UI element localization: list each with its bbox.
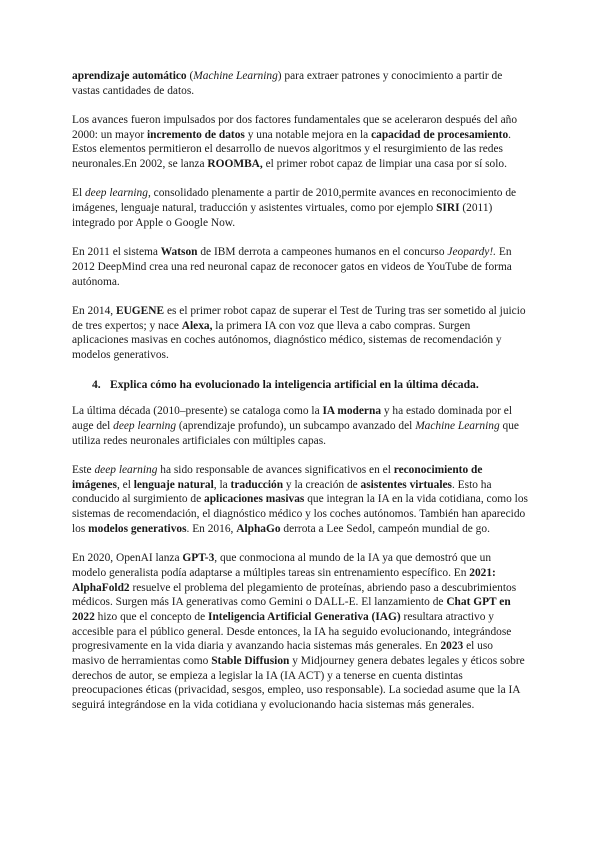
paragraph-8 [72,551,528,713]
heading-number: 4. [92,377,101,391]
text-run: y Midjourney genera debates legales y éticos sobre derechos de autor, se empieza a legislar la IA (IA ACT) y a tenerse en cuenta distintas preocupaciones éticas (privacidad, sesgos, empleo, uso responsable). La sociedad asume que la IA seguirá integrándose en la vida cotidiana y evolucionando hacia sistemas más generales. [72,655,525,712]
text-run: de IBM derrota a campeones humanos en el concurso [197,246,448,259]
text-run: asistentes virtuales [360,478,452,491]
text-run: el uso masivo de herramientas como [72,640,493,668]
text-run: que integran la IA en la vida cotidiana, como los sistemas de recomendación, el diagnóstico médico y los coches autónomos. También han aparecido los [72,493,528,535]
text-run: lenguaje natural [133,478,214,491]
text-run: aprendizaje automático [72,70,187,82]
text-run: Machine Learning [193,70,278,82]
paragraph-5 [72,304,528,363]
text-run: Watson [160,246,198,259]
text-run: La última década (2010–presente) se cataloga como la [72,405,323,418]
text-run: , el [116,478,134,491]
text-run: deep learning [94,464,158,477]
text-run: y ha estado dominada por el auge del [72,405,512,433]
text-run: En 2020, OpenAI lanza [72,552,183,565]
text-run: capacidad de procesamiento [371,128,509,141]
text-run: . Estos elementos permitieron el desarrollo de nuevos algoritmos y el resurgimiento de las redes neuronales.En 2002, se lanza [72,128,512,171]
document-page [72,69,528,727]
text-run: 2021: AlphaFold2 [72,566,496,594]
text-run: deep learning [113,420,177,433]
paragraph-7 [72,463,528,537]
text-run: Inteligencia Artificial Generativa (IAG) [208,610,401,623]
paragraph-6 [72,404,528,448]
text-run: En 2014, [72,304,116,317]
text-run: GPT-3 [182,552,215,565]
text-run: Stable Diffusion [211,655,290,668]
section-heading [92,378,528,393]
text-run: AlphaGo [236,522,281,535]
text-run: y la creación de [283,478,361,491]
text-run: resuelve el problema del plegamiento de proteínas, abriendo paso a descubrimientos médicos. Surgen más IA generativas como Gemini o DALL-E. El lanzamiento de [72,581,517,609]
text-run: aplicaciones masivas [204,493,305,506]
text-run: reconocimiento de imágenes [72,464,483,491]
text-run: Machine Learning [415,420,500,433]
text-run: que utiliza redes neuronales artificiales con múltiples capas. [72,420,519,447]
text-run: y una notable mejora en la [244,128,372,141]
text-run: IA moderna [322,405,382,418]
text-run: derrota a Lee Sedol, campeón mundial de go. [280,522,490,535]
text-run: modelos generativos [88,522,187,535]
text-run: incremento de datos [146,128,245,141]
text-run: hizo que el concepto de [94,610,209,623]
text-run: deep learning [84,187,148,200]
text-run: Chat GPT en 2022 [72,596,511,623]
text-run: la primera IA con voz que lleva a cabo compras. Surgen aplicaciones masivas en coches autónomos, diagnóstico médico, sistemas de recomendación y modelos generativos. [72,319,502,361]
paragraph-3 [72,186,528,230]
heading-text: Explica cómo ha evolucionado la inteligencia artificial en la última década. [110,377,479,391]
text-run: , la [213,478,231,491]
text-run: El [72,187,85,200]
text-run: , consolidado plenamente a partir de 2010,permite avances en reconocimiento de imágenes, lenguaje natural, traducción y asistentes virtuales, como por ejemplo [72,187,517,215]
text-run: (aprendizaje profundo), un subcampo avanzado del [176,420,416,433]
paragraph-1 [72,69,528,98]
text-run: (2011) integrado por Apple o Google Now. [72,202,493,229]
text-run: SIRI [436,202,460,215]
text-run: Este [72,464,95,477]
text-run: Los avances fueron impulsados por dos factores fundamentales que se aceleraron después del año 2000: un mayor [72,114,518,141]
text-run: ROOMBA, [207,158,263,171]
text-run: . Esto ha conducido al surgimiento de [72,478,492,506]
paragraph-2 [72,113,528,172]
text-run: . En 2016, [186,522,237,535]
paragraph-4 [72,245,528,289]
text-run: , que conmociona al mundo de la IA ya que demostró que un modelo generalista podía adaptarse a múltiples tareas sin entrenamiento específico. En [72,552,492,579]
text-run: el primer robot capaz de limpiar una casa por sí solo. [262,158,507,171]
text-run: En 2011 el sistema [72,246,161,259]
text-run: En 2012 DeepMind crea una red neuronal capaz de reconocer gatos en videos de YouTube de forma autónoma. [72,246,512,288]
text-run: ( [186,70,194,82]
text-run: es el primer robot capaz de superar el Test de Turing tras ser sometido al juicio de tres expertos; y nace [72,304,526,332]
text-run: ) para extraer patrones y conocimiento a partir de vastas cantidades de datos. [72,70,503,97]
text-run: traducción [230,478,284,491]
text-run: Jeopardy!. [447,246,497,259]
text-run: EUGENE [115,304,165,317]
text-run: resultara atractivo y accesible para el público general. Desde entonces, la IA ha seguido evolucionando, integrándose progresivamente en la vida diaria y avanzando hacia sistemas más generales. En [72,610,512,653]
text-run: Alexa, [181,319,213,332]
text-run: ha sido responsable de avances significativos en el [157,464,394,477]
text-run: 2023 [440,640,464,653]
